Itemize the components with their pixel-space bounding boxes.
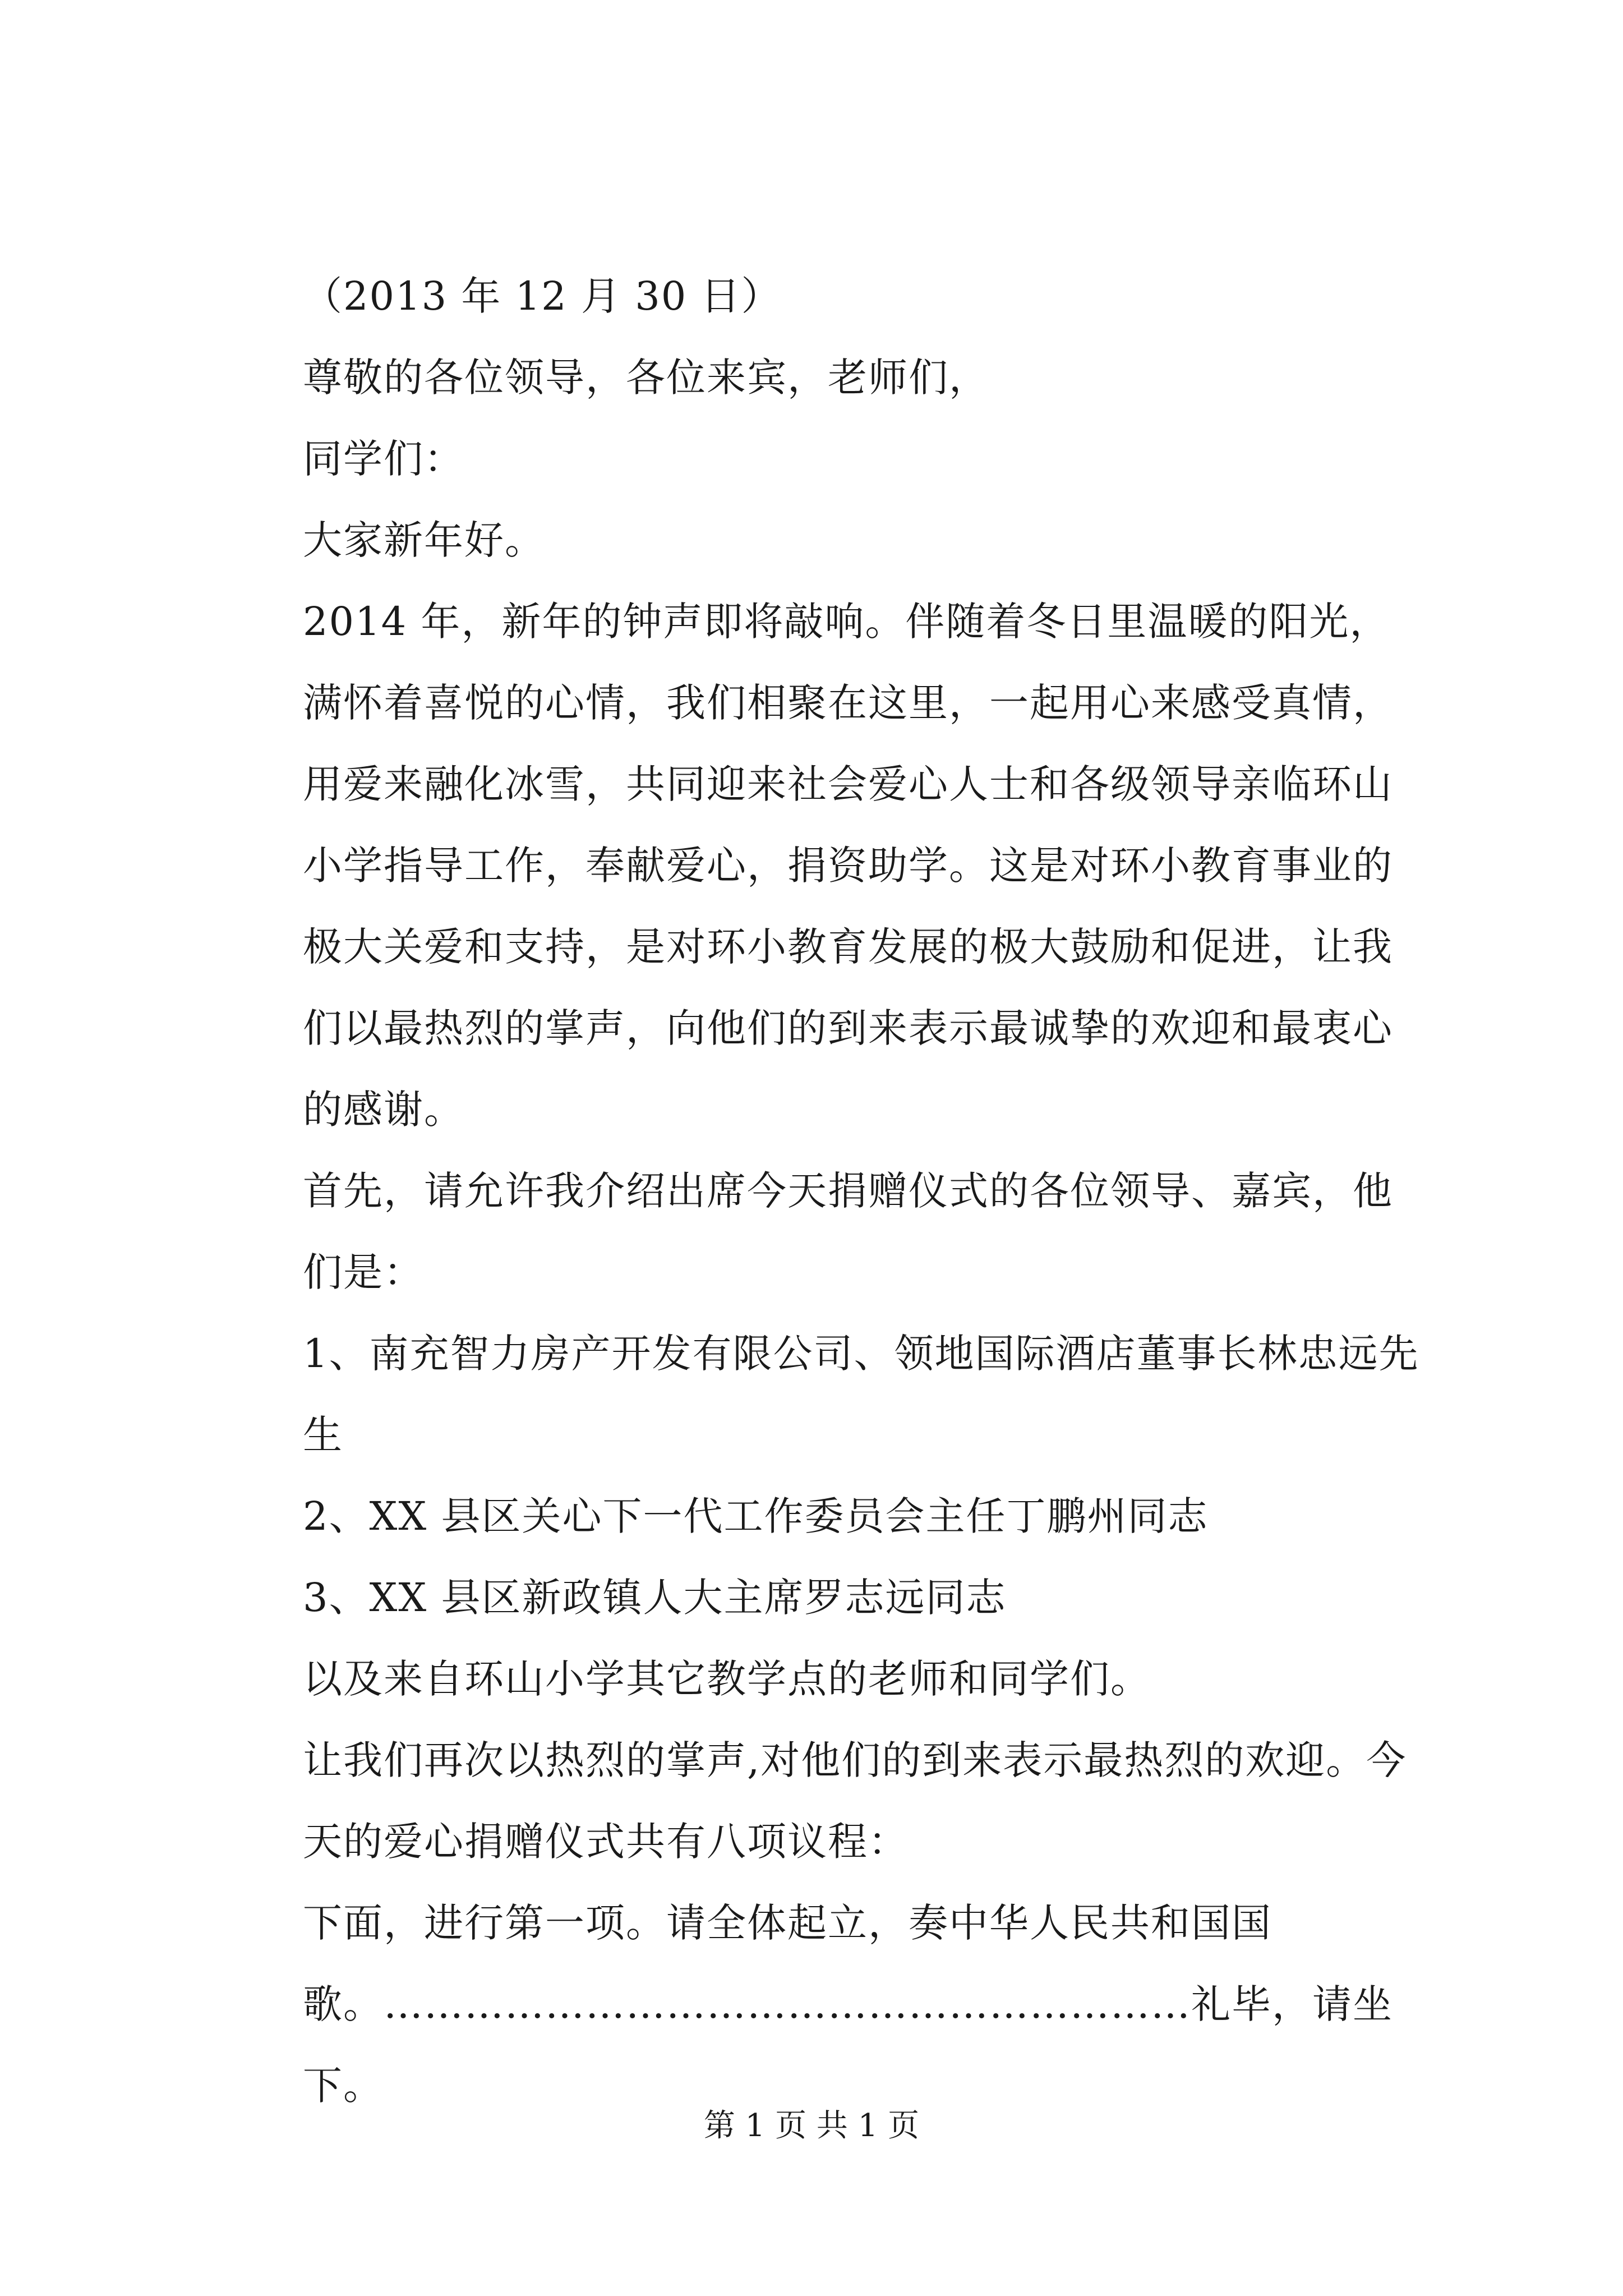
introduction-paragraph: 首先，请允许我介绍出席今天捐赠仪式的各位领导、嘉宾，他们是： bbox=[303, 1168, 1393, 1295]
agenda-item-1-paragraph: 下面，进行第一项。请全体起立，奏中华人民共和国国歌。……………………………………………………礼毕，请坐下。 bbox=[303, 1900, 1393, 2109]
salutation-line-1: 尊敬的各位领导，各位来宾，老师们， bbox=[303, 355, 989, 401]
guest-item-3: 3、XX 县区新政镇人大主席罗志远同志 bbox=[303, 1575, 1007, 1621]
document-body bbox=[213, 256, 1424, 2127]
page-number-footer: 第 1 页 共 1 页 bbox=[703, 2108, 920, 2144]
opening-paragraph: 2014 年，新年的钟声即将敲响。伴随着冬日里温暖的阳光，满怀着喜悦的心情，我们相聚在这里，一起用心来感受真情，用爱来融化冰雪，共同迎来社会爱心人士和各级领导亲临环山小学指导工作，奉献爱心，捐资助学。这是对环小教育事业的极大关爱和支持，是对环小教育发展的极大鼓励和促进，让我们以最热烈的掌声，向他们的到来表示最诚挚的欢迎和最衷心的感谢。 bbox=[303, 599, 1393, 1133]
salutation-line-2: 同学们： bbox=[303, 436, 464, 482]
guest-item-2: 2、XX 县区关心下一代工作委员会主任丁鹏州同志 bbox=[303, 1493, 1209, 1539]
agenda-intro-paragraph: 让我们再次以热烈的掌声,对他们的到来表示最热烈的欢迎。今天的爱心捐赠仪式共有八项议程： bbox=[303, 1737, 1407, 1865]
guest-item-4: 以及来自环山小学其它教学点的老师和同学们。 bbox=[303, 1656, 1151, 1702]
date-line: （2013 年 12 月 30 日） bbox=[303, 273, 782, 319]
greeting-line: 大家新年好。 bbox=[303, 517, 545, 563]
guest-item-1: 1、南充智力房产开发有限公司、领地国际酒店董事长林忠远先生 bbox=[303, 1331, 1419, 1458]
